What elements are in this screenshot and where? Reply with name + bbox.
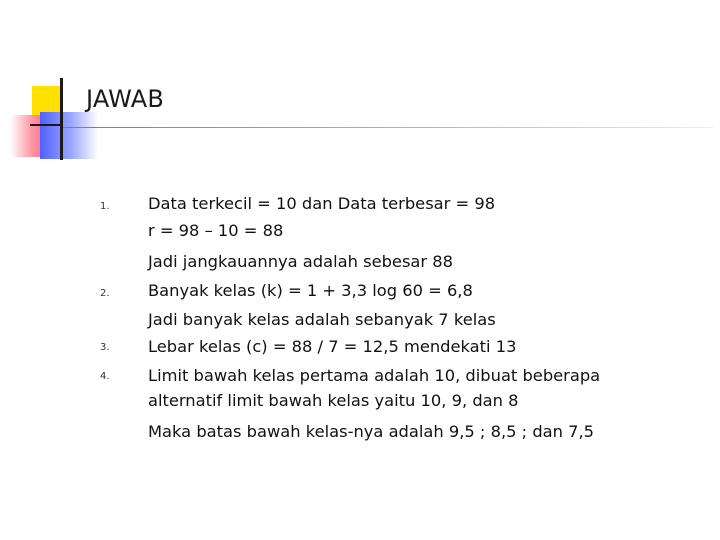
answer-line-1: Data terkecil = 10 dan Data terbesar = 98 [148, 194, 496, 213]
list-number-2: 2. [100, 288, 110, 299]
answer-line-8: alternatif limit bawah kelas yaitu 10, 9, dan 8 [148, 391, 519, 410]
answer-line-4: Banyak kelas (k) = 1 + 3,3 log 60 = 6,8 [148, 281, 473, 300]
answer-line-2: r = 98 – 10 = 88 [148, 221, 284, 240]
title-underline [63, 127, 713, 128]
answer-line-5: Jadi banyak kelas adalah sebanyak 7 kelas [148, 310, 496, 329]
decor-blue-square [40, 112, 98, 159]
list-number-4: 4. [100, 371, 110, 382]
decor-short-horizontal-line [30, 124, 63, 126]
list-number-1: 1. [100, 201, 110, 212]
decor-vertical-line [60, 78, 63, 160]
answer-line-7: Limit bawah kelas pertama adalah 10, dibuat beberapa [148, 366, 601, 385]
list-number-3: 3. [100, 342, 110, 353]
answer-line-3: Jadi jangkauannya adalah sebesar 88 [148, 252, 453, 271]
slide-title: JAWAB [86, 85, 165, 113]
answer-line-6: Lebar kelas (c) = 88 / 7 = 12,5 mendekati 13 [148, 337, 517, 356]
answer-line-9: Maka batas bawah kelas-nya adalah 9,5 ; 8,5 ; dan 7,5 [148, 422, 595, 441]
